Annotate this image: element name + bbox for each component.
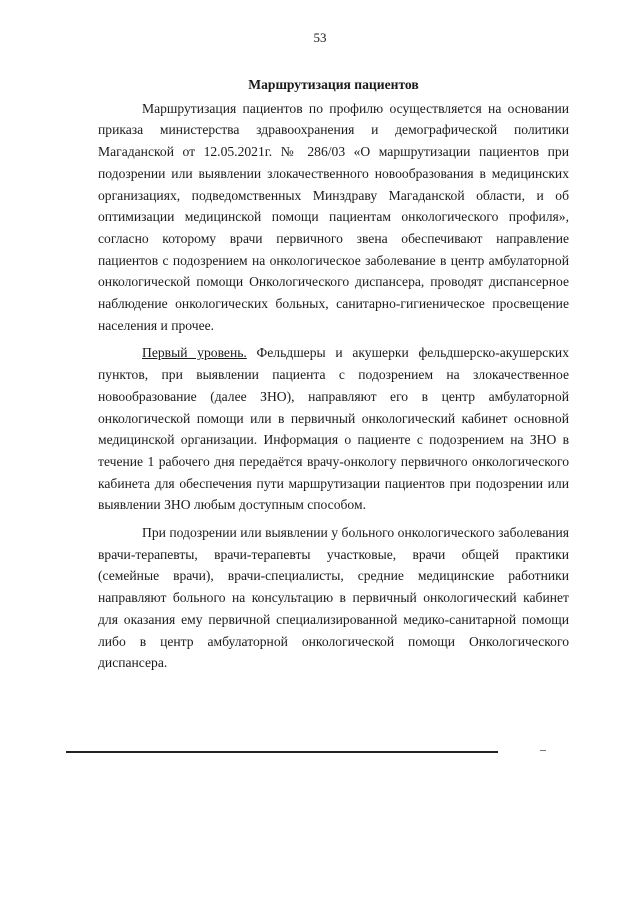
first-level-text: Фельдшеры и акушерки фельдшерско-акушерских пунктов, при выявлении пациента с подозрением на злокачественное новообразование (далее ЗНО), направляют его в центр амбулаторной онкологической помощи или в первичный онкологический кабинет основной медицинской организации. Информация о пациенте с подозрением на ЗНО в течение 1 рабочего дня передаётся врачу-онкологу первичного онкологического кабинета для обеспечения пути маршрутизации пациентов при подозрении или выявлении ЗНО любым доступным способом.: [98, 345, 570, 513]
footer-mark: [540, 750, 546, 751]
paragraph-first-level: [98, 342, 569, 516]
first-level-label: Первый уровень.: [142, 345, 247, 361]
page-number: 53: [313, 30, 327, 45]
paragraph-routing-basis: Маршрутизация пациентов по профилю осуществляется на основании приказа министерства здравоохранения и демографической политики Магаданской от 12.05.2021г. № 286/03 «О маршрутизации пациентов при подозрении или выявлении злокачественного новообразования в медицинских организациях, подведомственных Минздраву Магаданской области, и об оптимизации медицинской помощи пациентам онкологического профиля», согласно которому врачи первичного звена обеспечивают направление пациентов с подозрением на онкологическое заболевание в центр амбулаторной онкологической помощи Онкологического диспансера, проводят диспансерное наблюдение онкологических больных, санитарно-гигиеническое просвещение населения и прочее.: [98, 100, 569, 333]
paragraph-physician-referral: При подозрении или выявлении у больного онкологического заболевания врачи-терапевты, врачи-терапевты участковые, врачи общей практики (семейные врачи), врачи-специалисты, средние медицинские работники направляют больного на консультацию в первичный онкологический кабинет для оказания ему первичной специализированной медико-санитарной помощи либо в центр амбулаторной онкологической помощи Онкологического диспансера.: [98, 525, 569, 671]
section-title: Маршрутизация пациентов: [248, 77, 419, 92]
footer-rule: [66, 751, 498, 753]
document-body: [98, 74, 569, 680]
